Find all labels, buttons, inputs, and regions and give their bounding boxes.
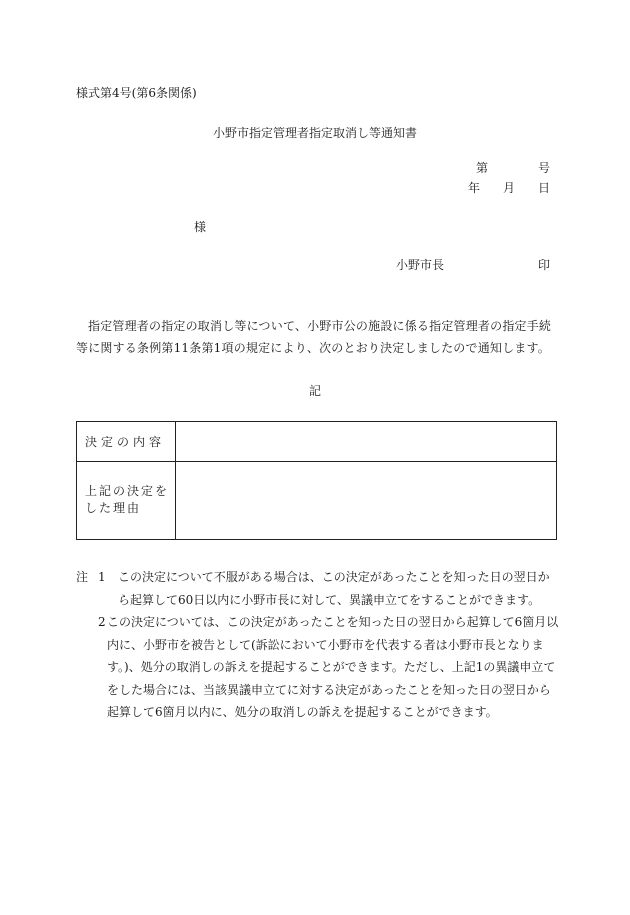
recipient-honorific: 様 bbox=[194, 220, 207, 234]
note-item bbox=[76, 566, 560, 611]
sender-name: 小野市長 bbox=[396, 258, 445, 272]
note-item bbox=[76, 611, 560, 724]
decision-reason-field[interactable] bbox=[176, 462, 557, 540]
month-label: 月 bbox=[503, 181, 516, 195]
note-text: この決定について不服がある場合は、この決定があったことを知った日の翌日から起算して60日以内に小野市長に対して、異議申立てをすることができます。 bbox=[118, 570, 550, 607]
form-number: 様式第4号(第6条関係) bbox=[76, 86, 197, 100]
decision-reason-label: 上記の決定をした理由 bbox=[77, 462, 176, 540]
decision-table bbox=[76, 421, 557, 540]
seal-mark: 印 bbox=[538, 258, 551, 272]
note-number: 1 bbox=[98, 570, 106, 584]
note-number: 2 bbox=[98, 615, 106, 629]
note-text: この決定については、この決定があったことを知った日の翌日から起算して6箇月以内に、小野市を被告として(訴訟において小野市を代表する者は小野市長となります。)、処分の取消しの訴えを提起することができます。ただし、上記1の異議申立てをした場合には、当該異議申立てに対する決定があったことを知った日の翌日から起算して6箇月以内に、処分の取消しの訴えを提起することができます。 bbox=[107, 615, 559, 719]
table-row bbox=[77, 462, 557, 540]
year-label: 年 bbox=[468, 181, 481, 195]
number-suffix: 号 bbox=[538, 161, 551, 175]
decision-content-field[interactable] bbox=[176, 422, 557, 462]
ki-heading: 記 bbox=[308, 384, 321, 398]
body-text: 指定管理者の指定の取消し等について、小野市公の施設に係る指定管理者の指定手続等に関する条例第11条第1項の規定により、次のとおり決定しましたので通知します。 bbox=[76, 319, 552, 355]
decision-content-label: 決定の内容 bbox=[77, 422, 176, 462]
table-row bbox=[77, 422, 557, 462]
number-label: 第 bbox=[476, 161, 489, 175]
notes-lead: 注 bbox=[76, 570, 89, 584]
notes bbox=[76, 566, 560, 724]
document-title: 小野市指定管理者指定取消し等通知書 bbox=[212, 126, 417, 140]
day-label: 日 bbox=[538, 181, 551, 195]
